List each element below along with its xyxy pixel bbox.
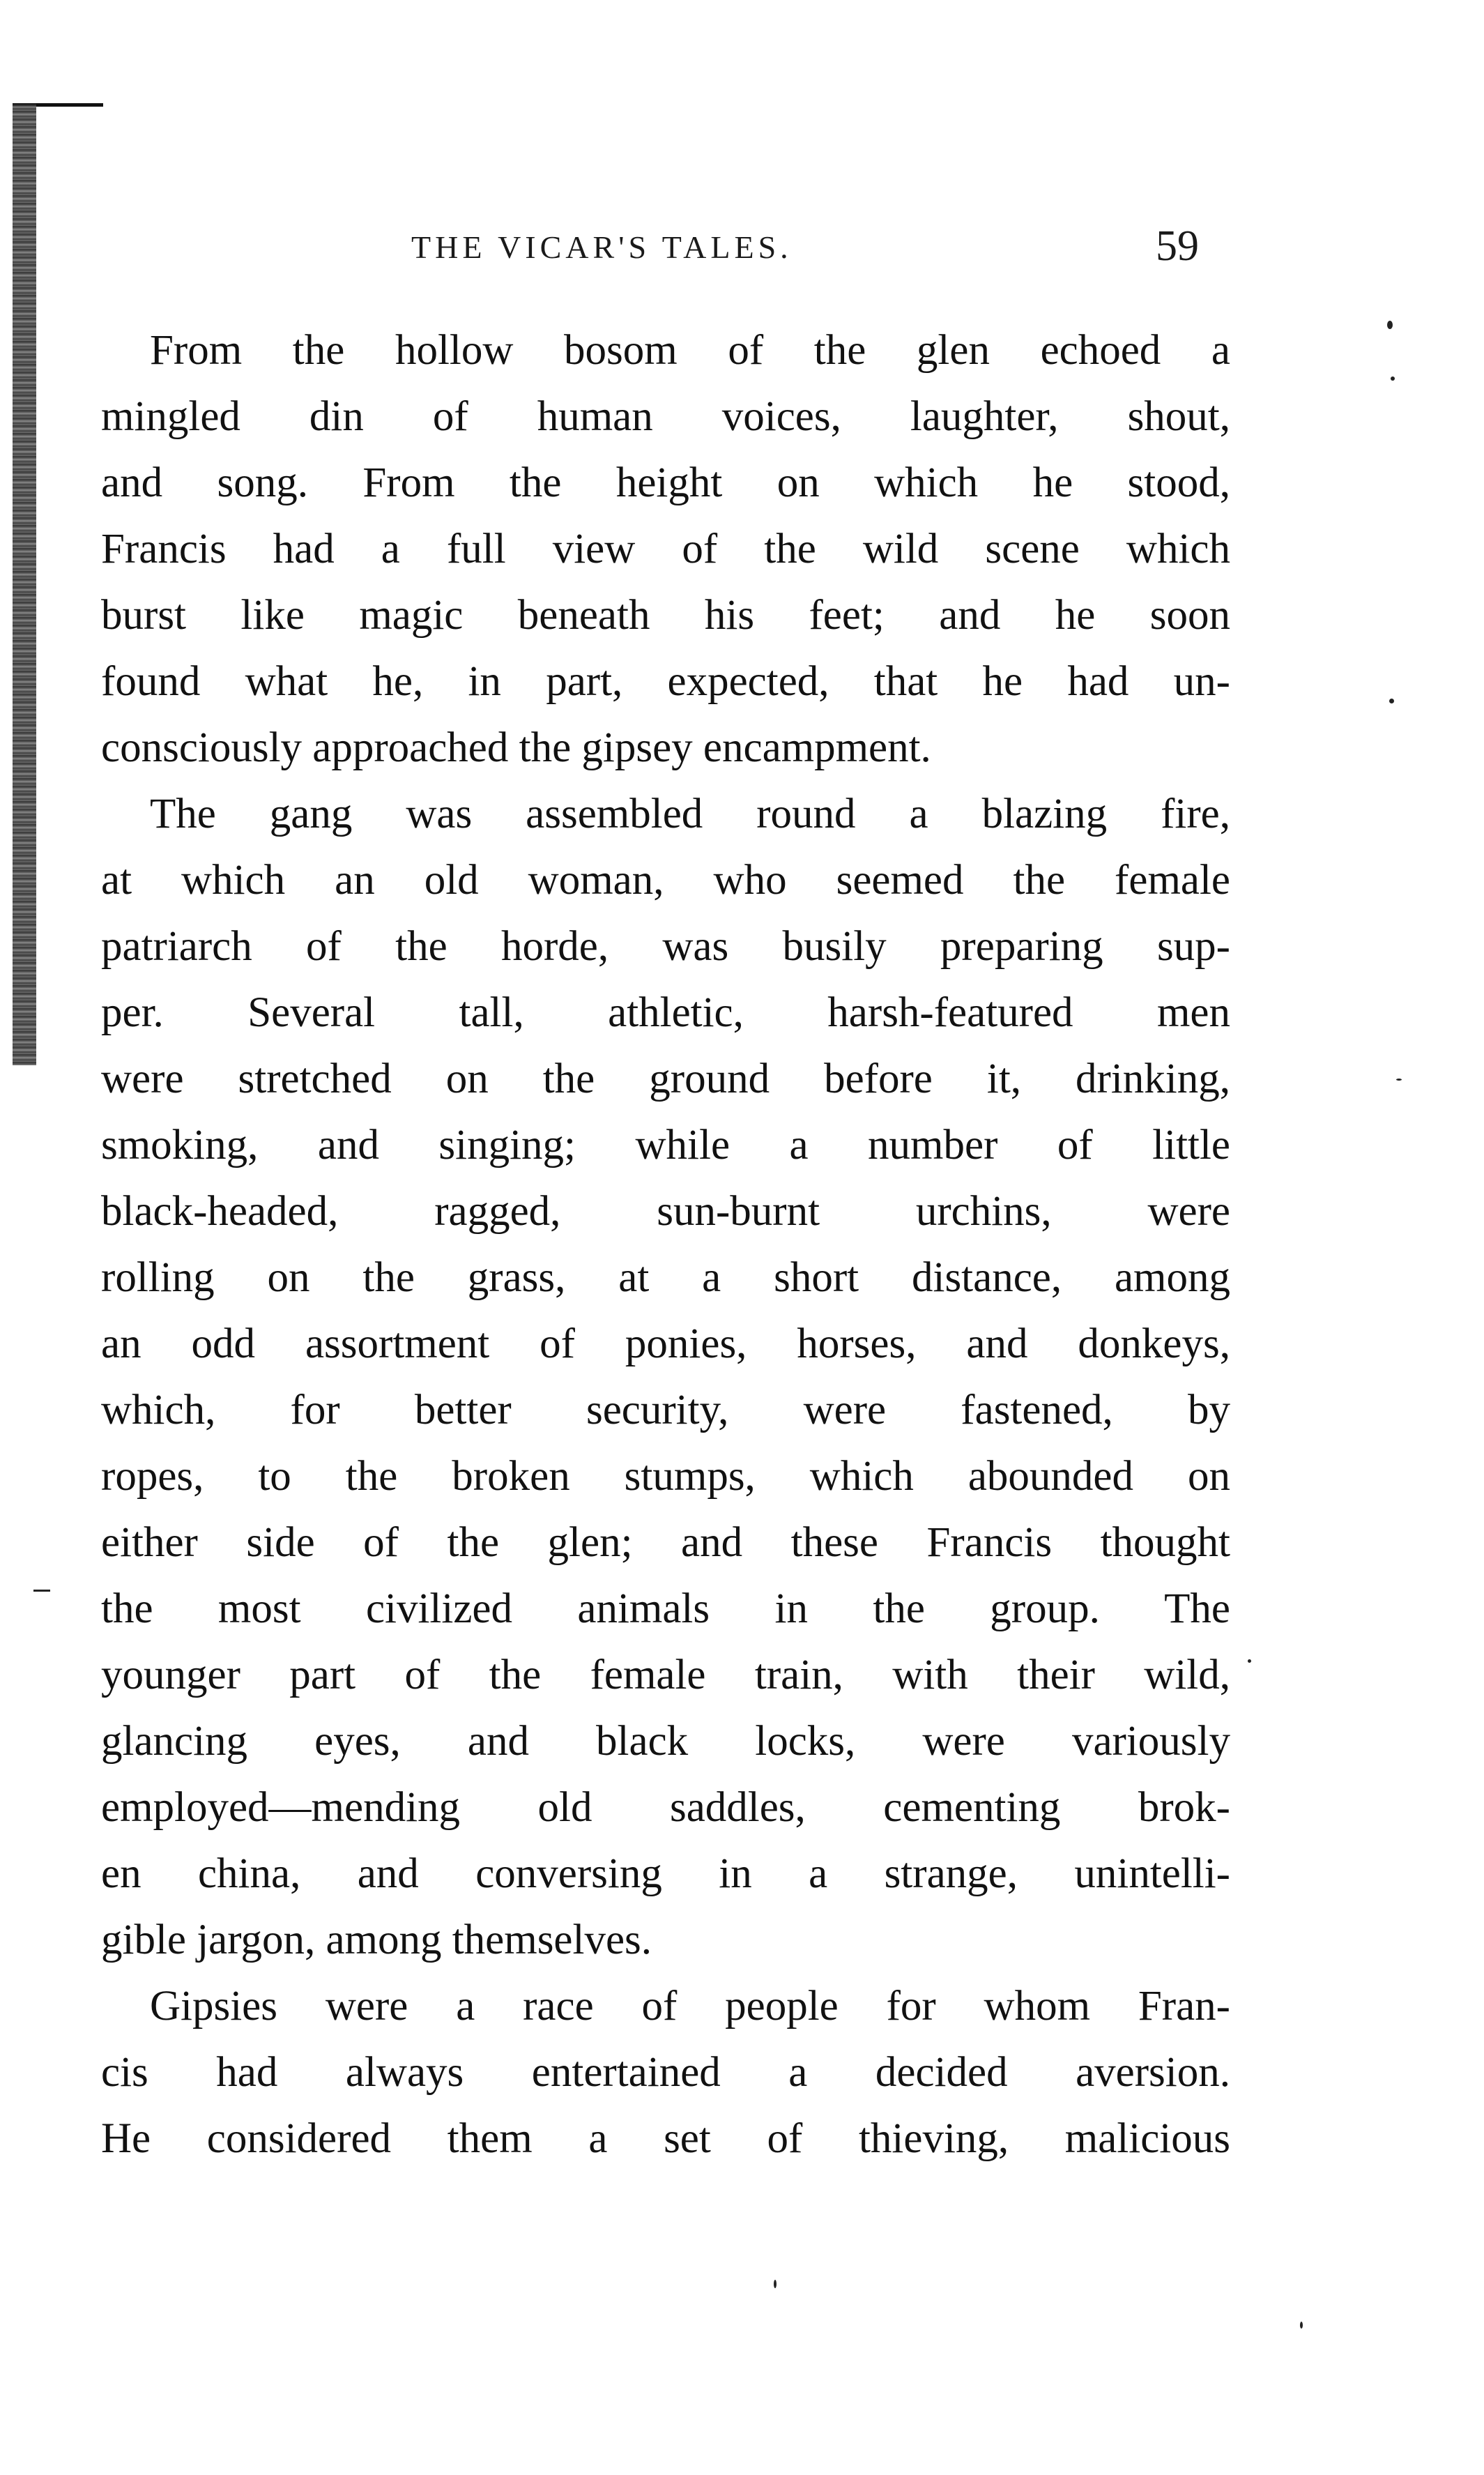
text-line: Francis had a full view of the wild scene which [101, 526, 1230, 572]
text-line: were stretched on the ground before it, drinking, [101, 1056, 1230, 1102]
running-head [98, 222, 1227, 284]
text-line: He considered them a set of thieving, malicious [101, 2115, 1230, 2162]
text-line: mingled din of human voices, laughter, shout, [101, 393, 1230, 440]
page-number: 59 [1156, 222, 1199, 270]
running-title: THE VICAR'S TALES. [411, 229, 793, 265]
paragraph-2 [101, 781, 1230, 1973]
text-line: gible jargon, among themselves. [101, 1917, 652, 1963]
scan-speck [774, 2280, 777, 2288]
text-line: consciously approached the gipsey encampment. [101, 724, 931, 771]
text-line: either side of the glen; and these Francis thought [101, 1519, 1230, 1566]
body-text [101, 317, 1230, 2172]
text-line: From the hollow bosom of the glen echoed a [150, 327, 1230, 374]
text-line: glancing eyes, and black locks, were variously [101, 1718, 1230, 1765]
text-line: the most civilized animals in the group. The [101, 1585, 1230, 1632]
scan-speck [1391, 376, 1395, 381]
paragraph-3 [101, 1973, 1230, 2172]
text-line: ropes, to the broken stumps, which abounded on [101, 1453, 1230, 1500]
scan-speck [1387, 321, 1393, 329]
text-line: an odd assortment of ponies, horses, and donkeys, [101, 1320, 1230, 1367]
text-line: employed—mending old saddles, cementing brok- [101, 1784, 1230, 1831]
scan-speck [1248, 1659, 1251, 1663]
scan-speck [1389, 699, 1394, 703]
scan-speck [1300, 2322, 1303, 2329]
scan-speck [33, 1590, 50, 1592]
text-line: burst like magic beneath his feet; and he soon [101, 592, 1230, 639]
text-line: en china, and conversing in a strange, unintelli- [101, 1850, 1230, 1897]
text-line: rolling on the grass, at a short distance, among [101, 1254, 1230, 1301]
text-line: younger part of the female train, with their wild, [101, 1652, 1230, 1698]
text-line: at which an old woman, who seemed the female [101, 857, 1230, 904]
text-line: patriarch of the horde, was busily preparing sup- [101, 923, 1230, 970]
text-line: found what he, in part, expected, that he had un- [101, 658, 1230, 705]
text-line: cis had always entertained a decided aversion. [101, 2049, 1230, 2096]
text-line: which, for better security, were fastened, by [101, 1387, 1230, 1433]
binding-edge [13, 103, 36, 1065]
text-line: black-headed, ragged, sun-burnt urchins, were [101, 1188, 1230, 1235]
text-line: smoking, and singing; while a number of little [101, 1122, 1230, 1168]
scan-speck [1396, 1079, 1402, 1081]
text-line: and song. From the height on which he stood, [101, 459, 1230, 506]
text-line: The gang was assembled round a blazing fire, [150, 791, 1230, 837]
text-line: per. Several tall, athletic, harsh-featured men [101, 989, 1230, 1036]
text-line: Gipsies were a race of people for whom Fran- [150, 1983, 1230, 2029]
paragraph-1 [101, 317, 1230, 781]
